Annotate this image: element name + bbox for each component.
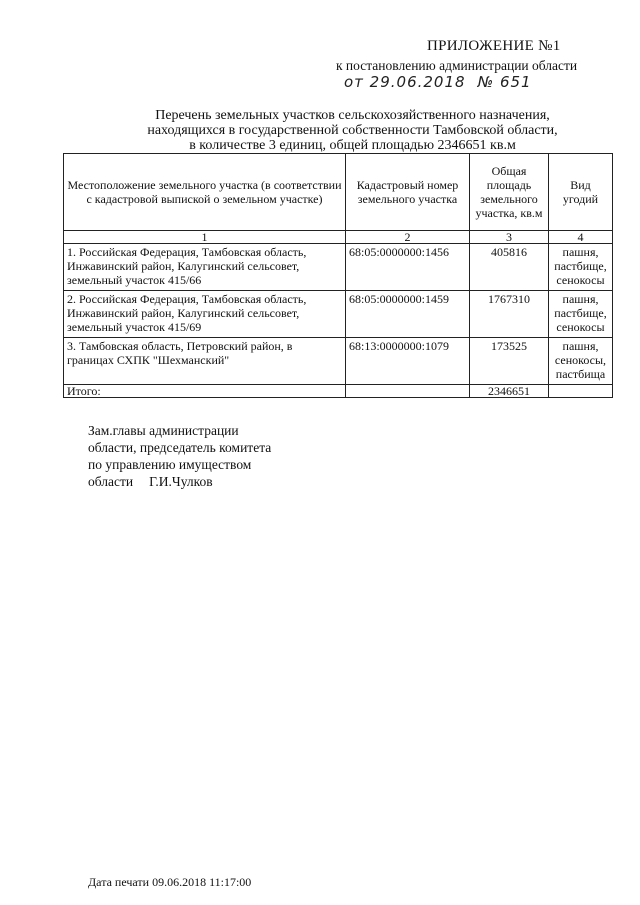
row-land-type: пашня, пастбище, сенокосы	[549, 291, 613, 338]
column-number: 2	[346, 231, 470, 244]
table-row	[64, 291, 613, 338]
row-location: 3. Тамбовская область, Петровский район, в границах СХПК "Шехманский"	[64, 338, 346, 385]
row-land-type: пашня, пастбище, сенокосы	[549, 244, 613, 291]
row-cadastral: 68:05:0000000:1459	[346, 291, 470, 338]
header-cadastral: Кадастровый номер земельного участка	[346, 154, 470, 231]
column-number-row	[64, 231, 613, 244]
row-area: 173525	[470, 338, 549, 385]
heading-line-3: в количестве 3 единиц, общей площадью 2346651 кв.м	[189, 138, 516, 153]
signature-line-1: Зам.главы администрации	[88, 423, 239, 438]
column-number: 3	[470, 231, 549, 244]
heading-line-2: находящихся в государственной собственности Тамбовской области,	[147, 123, 558, 138]
signature-block	[88, 422, 271, 490]
signature-region: области	[88, 474, 134, 489]
row-area: 1767310	[470, 291, 549, 338]
appendix-title: ПРИЛОЖЕНИЕ №1	[427, 38, 561, 54]
row-area: 405816	[470, 244, 549, 291]
handwritten-date: от 29.06.2018	[344, 73, 466, 91]
handwritten-number: № 651	[477, 73, 532, 91]
heading-line-1: Перечень земельных участков сельскохозяйственного назначения,	[155, 108, 550, 123]
land-plots-table	[63, 153, 613, 398]
table-row	[64, 244, 613, 291]
total-empty-cell	[346, 385, 470, 398]
row-location: 1. Российская Федерация, Тамбовская область, Инжавинский район, Калугинский сельсовет, земельный участок 415/66	[64, 244, 346, 291]
signature-line-4	[88, 473, 271, 490]
total-empty-cell	[549, 385, 613, 398]
signature-line-2: области, председатель комитета	[88, 440, 272, 455]
appendix-date-line	[344, 73, 532, 91]
document-heading	[95, 108, 610, 153]
row-cadastral: 68:13:0000000:1079	[346, 338, 470, 385]
total-label: Итого:	[64, 385, 346, 398]
print-date: Дата печати 09.06.2018 11:17:00	[88, 875, 252, 889]
column-number: 1	[64, 231, 346, 244]
signatory-name: Г.И.Чулков	[149, 474, 213, 489]
header-location: Местоположение земельного участка (в соответствии с кадастровой выпиской о земельном участке)	[64, 154, 346, 231]
table-row	[64, 338, 613, 385]
signature-line-3: по управлению имуществом	[88, 457, 252, 472]
header-land-type: Вид угодий	[549, 154, 613, 231]
column-number: 4	[549, 231, 613, 244]
row-land-type: пашня, сенокосы, пастбища	[549, 338, 613, 385]
appendix-subtitle: к постановлению администрации области	[336, 58, 578, 73]
table-header-row	[64, 154, 613, 231]
total-area: 2346651	[470, 385, 549, 398]
row-cadastral: 68:05:0000000:1456	[346, 244, 470, 291]
row-location: 2. Российская Федерация, Тамбовская область, Инжавинский район, Калугинский сельсовет, земельный участок 415/69	[64, 291, 346, 338]
table-total-row	[64, 385, 613, 398]
header-area: Общая площадь земельного участка, кв.м	[470, 154, 549, 231]
